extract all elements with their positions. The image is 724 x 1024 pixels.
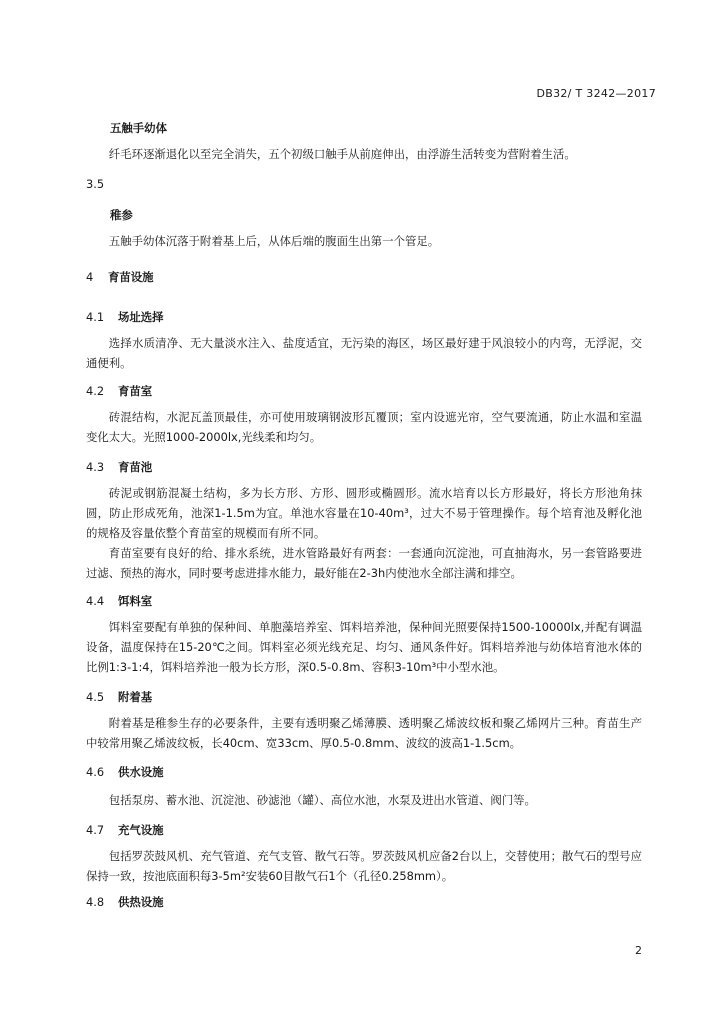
- section-heading: [86, 764, 164, 780]
- section-heading: [86, 822, 164, 838]
- section-title: 供热设施: [118, 895, 164, 909]
- paragraph: 包括罗茨鼓风机、充气管道、充气支管、散气石等。罗茨鼓风机应备2台以上，交替使用；散气石的型号应保持一致，按池底面积每3-5m²安装60目散气石1个（孔径0.258mm）。: [86, 849, 642, 883]
- term-title: 稚参: [110, 208, 133, 222]
- section-heading: [86, 894, 164, 910]
- section-title: 育苗设施: [108, 270, 154, 284]
- section-heading: [86, 689, 152, 705]
- paragraph: 砖混结构，水泥瓦盖顶最佳，亦可使用玻璃钢波形瓦覆顶；室内设遮光帘，空气要流通，防止水温和室温变化太大。光照1000-2000lx,光线柔和均匀。: [86, 410, 642, 444]
- section-title: 场址选择: [118, 310, 164, 324]
- section-heading: [86, 459, 152, 475]
- paragraph: 砖泥或钢筋混凝土结构，多为长方形、方形、圆形或椭圆形。流水培育以长方形最好，将长方形池角抹圆，防止形成死角，池深1-1.5m为宜。单池水容量在10-40m³，过大不易于管理操作。每个培育池及孵化池的规格及容量依整个育苗室的规模而有所不同。: [86, 486, 642, 540]
- section-title: 附着基: [118, 690, 153, 704]
- section-number: 4.3: [86, 460, 105, 474]
- paragraph: 附着基是稚参生存的必要条件，主要有透明聚乙烯薄膜、透明聚乙烯波纹板和聚乙烯网片三种。育苗生产中较常用聚乙烯波纹板，长40cm、宽33cm、厚0.5-0.8mm、波纹的波高1-1.5cm。: [86, 716, 642, 750]
- section-heading: [86, 593, 152, 609]
- term-definition: 五触手幼体沉落于附着基上后，从体后端的腹面生出第一个管足。: [108, 234, 440, 248]
- section-title: 育苗室: [118, 384, 153, 398]
- section-heading: [86, 383, 152, 399]
- paragraph: 包括泵房、蓄水池、沉淀池、砂滤池（罐）、高位水池，水泵及进出水管道、阀门等。: [108, 793, 536, 807]
- section-number: 4: [86, 270, 94, 284]
- section-heading: [86, 269, 154, 285]
- section-number: 4.4: [86, 594, 105, 608]
- paragraph: 选择水质清净、无大量淡水注入、盐度适宜，无污染的海区，场区最好建于风浪较小的内弯，无浮泥，交通便利。: [86, 336, 642, 370]
- page-number: 2: [635, 944, 642, 957]
- term-number: 3.5: [86, 177, 105, 191]
- section-number: 4.5: [86, 690, 105, 704]
- section-number: 4.7: [86, 823, 105, 837]
- section-title: 育苗池: [118, 460, 153, 474]
- paragraph: 饵料室要配有单独的保种间、单胞藻培养室、饵料培养池，保种间光照要保持1500-10000lx,并配有调温设备，温度保持在15-20℃之间。饵料室必须光线充足、均匀、通风条件好。饵料培养池与幼体培育池水体的比例1:3-1:4，饵料培养池一般为长方形，深0.5-0.8m、容积3-10m³中小型水池。: [86, 620, 642, 674]
- section-title: 饵料室: [118, 594, 153, 608]
- paragraph: 育苗室要有良好的给、排水系统，进水管路最好有两套：一套通向沉淀池，可直抽海水，另一套管路要进过滤、预热的海水，同时要考虑进排水能力，最好能在2-3h内使池水全部注满和排空。: [86, 546, 642, 580]
- section-title: 供水设施: [118, 765, 164, 779]
- term-title: 五触手幼体: [110, 121, 167, 135]
- page-header: DB32/ T 3242—2017: [536, 87, 656, 100]
- section-title: 充气设施: [118, 823, 164, 837]
- section-number: 4.8: [86, 895, 105, 909]
- section-number: 4.6: [86, 765, 105, 779]
- section-heading: [86, 309, 164, 325]
- section-number: 4.1: [86, 310, 105, 324]
- section-number: 4.2: [86, 384, 105, 398]
- term-definition: 纤毛环逐渐退化以至完全消失，五个初级口触手从前庭伸出，由浮游生活转变为营附着生活。: [108, 147, 576, 161]
